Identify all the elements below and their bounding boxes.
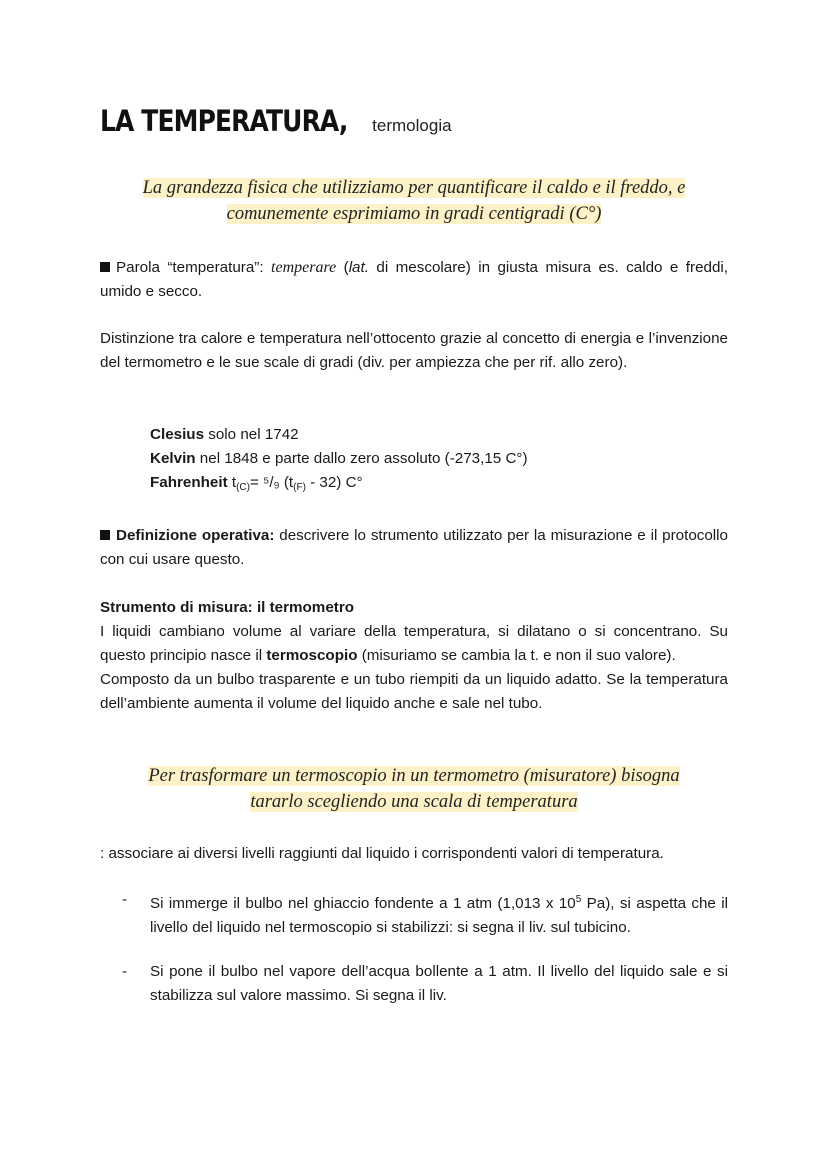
p4-composto: Composto da un bulbo trasparente e un tubo riempiti da un liquido adatto. Se la temperatura dell’ambiente aumenta il volume del liquido anche e sale nel tubo.: [100, 671, 728, 712]
list-item: - Si pone il bulbo nel vapore dell’acqua bollente a 1 atm. Il livello del liquido sale e si stabilizza sul valore massimo. Si segna il liv.: [122, 963, 728, 1004]
p1-e: di mescolare) in giusta misura es. caldo e freddi, umido e secco.: [100, 259, 728, 300]
paragraph-parola: [100, 256, 728, 304]
p1-c: (: [336, 259, 349, 276]
list-item: - Si immerge il bulbo nel ghiaccio fondente a 1 atm (1,013 x $10^5$ Pa), si aspetta che il livello del liquido nel termoscopio si stabilizzi: si segna il liv. sul tubicino.: [122, 891, 728, 936]
quote2-line1: Per trasformare un termoscopio in un termometro (misuratore) bisogna: [148, 766, 680, 786]
temperature-scales-list: [150, 423, 528, 500]
page-title: [100, 104, 452, 138]
p5-text: : associare ai diversi livelli raggiunti dal liquido i corrispondenti valori di temperatura.: [100, 845, 664, 862]
p1-d: lat.: [348, 259, 369, 276]
p2-text: Distinzione tra calore e temperatura nell’ottocento grazie al concetto di energia e l’invenzione del termometro e le sue scale di gradi (div. per ampiezza che per rif. allo zero).: [100, 330, 728, 371]
highlight-quote-definition: [100, 175, 728, 227]
p4-heading: Strumento di misura: il termometro: [100, 599, 355, 616]
scale-celsius: Clesius solo nel 1742: [150, 426, 299, 443]
square-bullet-icon: [100, 262, 110, 272]
p1-a: Parola “temperatura”:: [116, 259, 272, 276]
quote1-line2: comunemente esprimiamo in gradi centigradi (C°): [226, 204, 602, 224]
paragraph-distinzione: [100, 327, 728, 375]
scale-kelvin: Kelvin nel 1848 e parte dallo zero assoluto (-273,15 C°): [150, 450, 528, 467]
p1-b: temperare: [271, 259, 337, 276]
paragraph-definizione-operativa: [100, 524, 728, 572]
paragraph-strumento: Strumento di misura: il termometro I liquidi cambiano volume al variare della temperatura, si dilatano o si concentrano. Su questo principio nasce il termoscopio (misuriamo se cambia la t. e non il suo valore). Composto da un bulbo trasparente e un tubo riempiti da un liquido adatto. Se la temperatura dell’ambiente aumenta il volume del liquido anche e sale nel tubo.: [100, 596, 728, 716]
square-bullet-icon: [100, 530, 110, 540]
quote1-line1: La grandezza fisica che utilizziamo per quantificare il caldo e il freddo, e: [142, 178, 686, 198]
highlight-quote-tarare: [100, 763, 728, 815]
p3-label: Definizione operativa:: [116, 527, 275, 544]
p4-termoscopio: termoscopio: [266, 647, 358, 664]
p3-text: descrivere lo strumento utilizzato per la misurazione e il protocollo con cui usare questo.: [100, 527, 729, 568]
paragraph-associare: [100, 842, 728, 866]
title-main: LA TEMPERATURA,: [100, 104, 348, 138]
scale-fahrenheit: Fahrenheit $t_{(C)}= ^5/_9$ $(t_{(F)} - 32)$ C°: [150, 474, 363, 493]
title-subtitle: termologia: [372, 116, 452, 135]
quote2-line2: tararlo scegliendo una scala di temperatura: [250, 792, 578, 812]
